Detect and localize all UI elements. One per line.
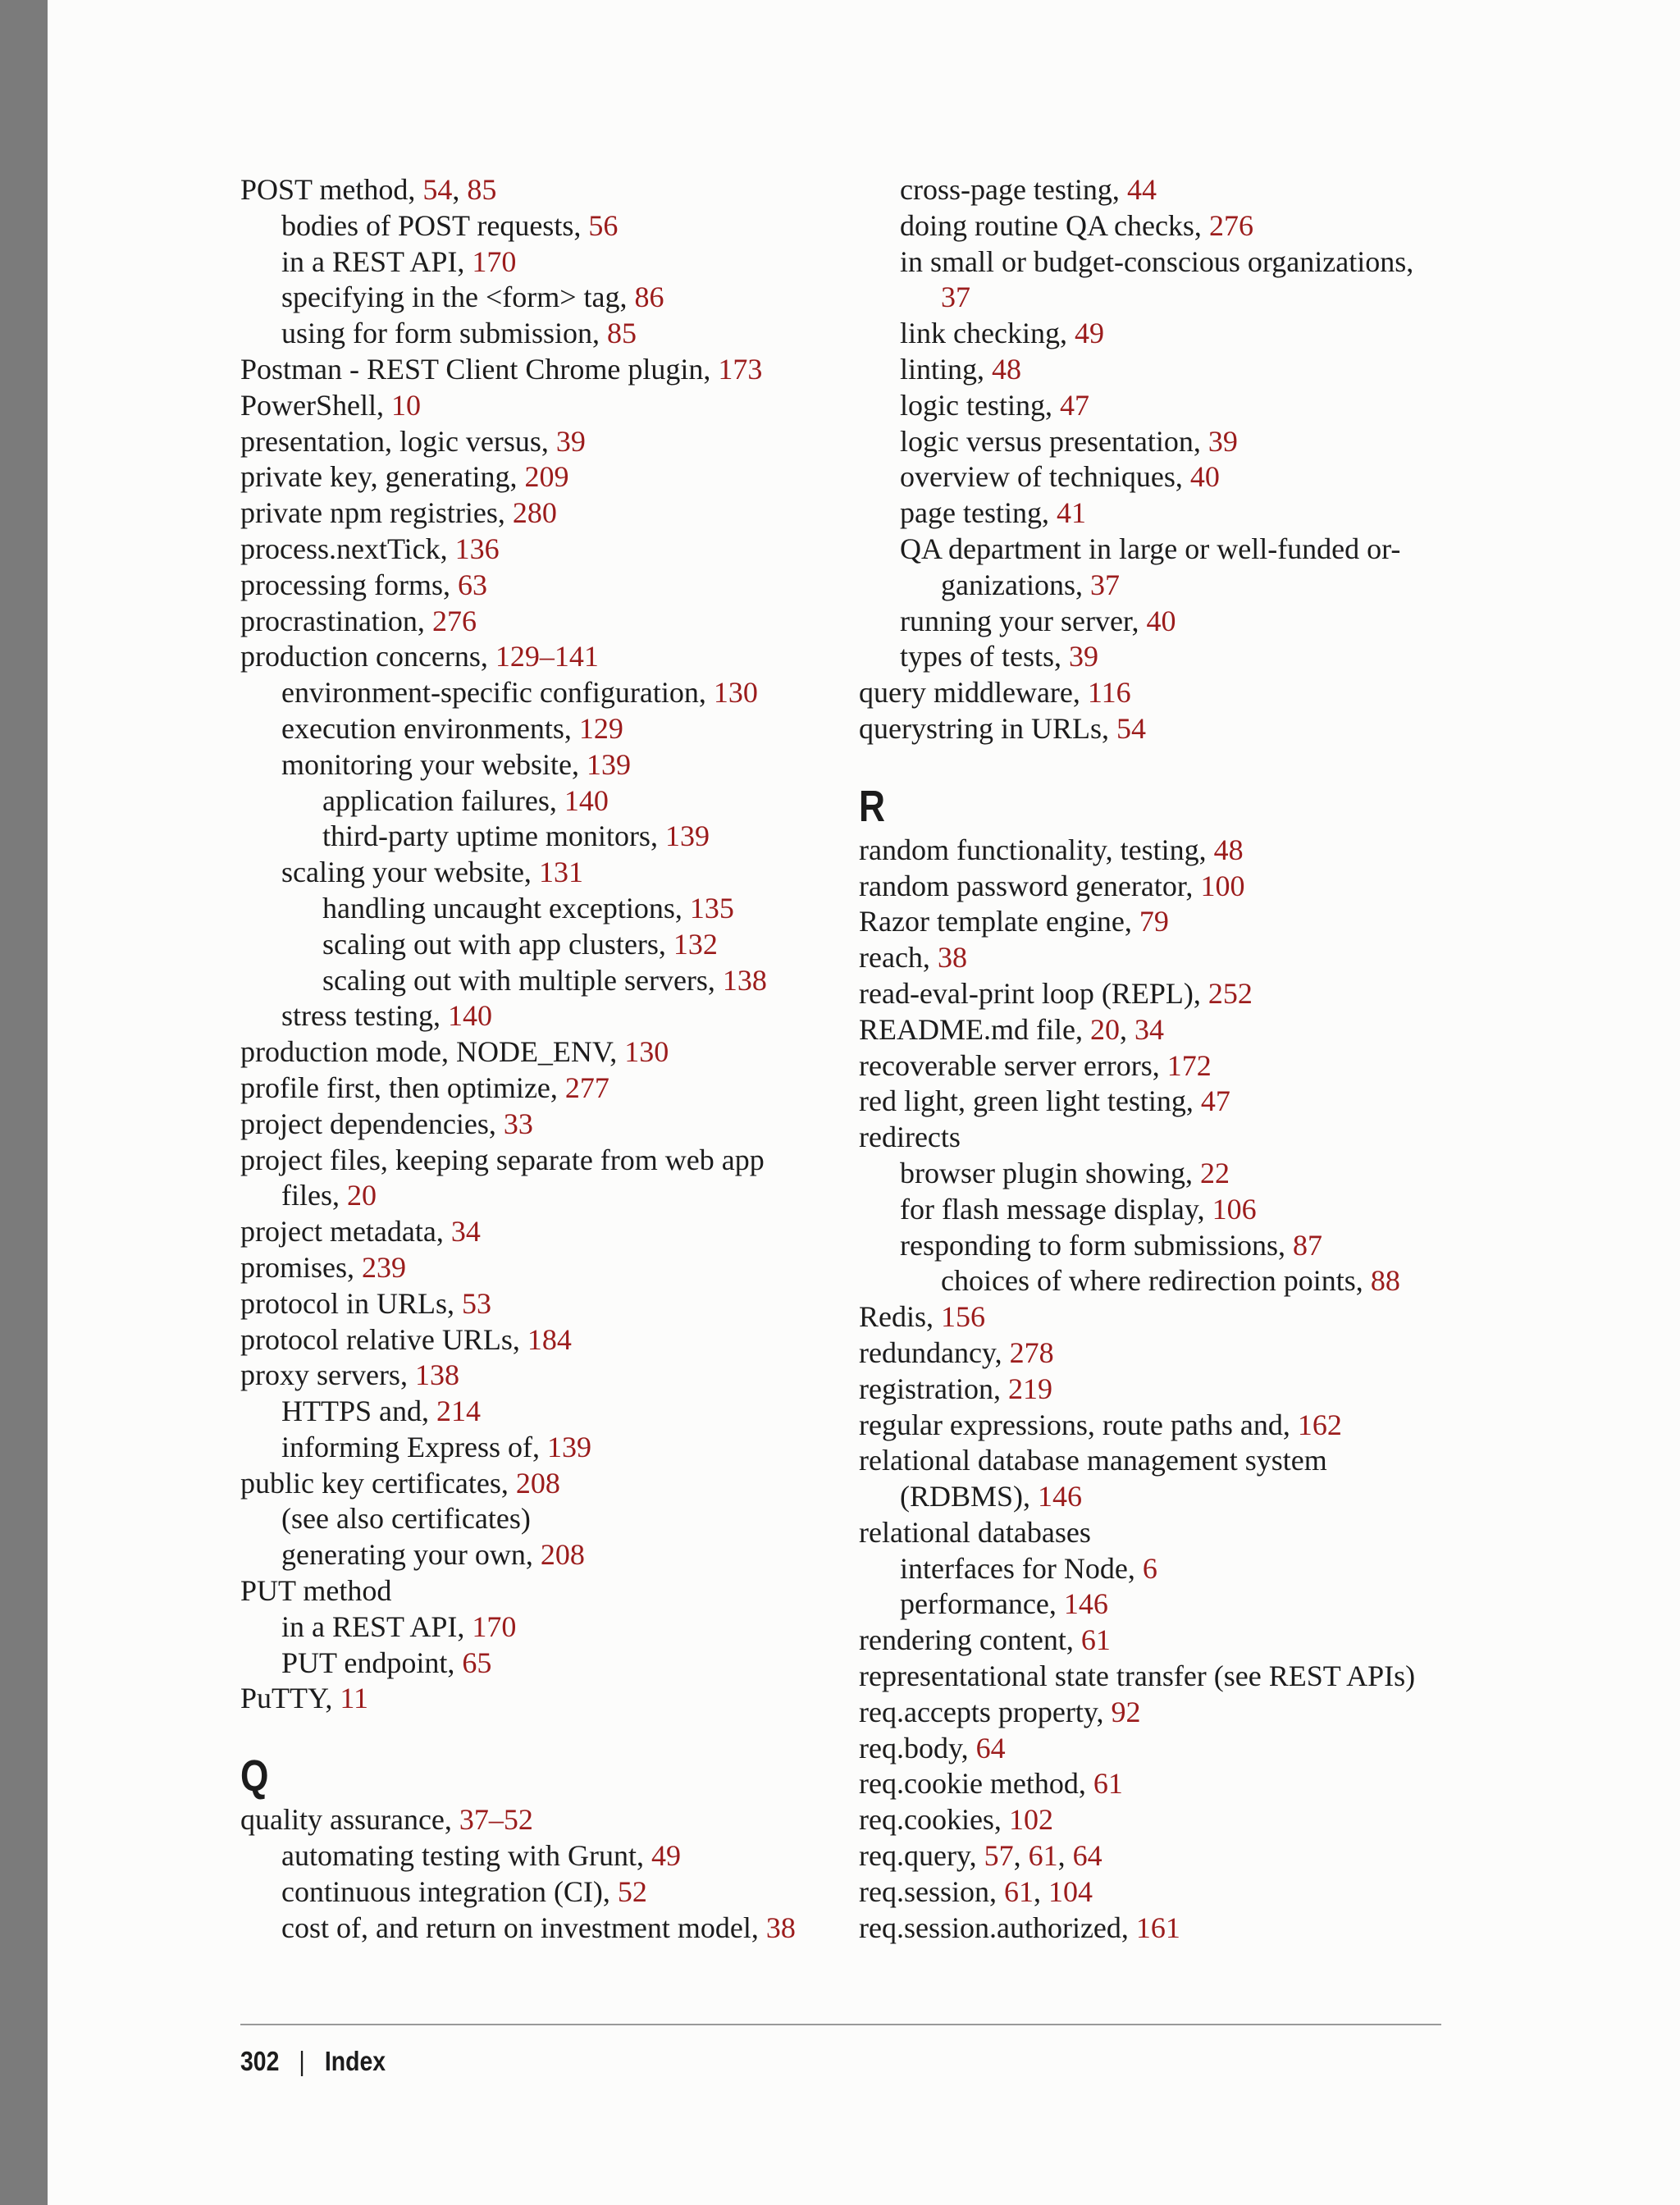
page-footer	[240, 2041, 386, 2082]
index-entry	[859, 940, 1449, 976]
index-entry	[240, 1286, 831, 1322]
index-term: specifying in the <form> tag,	[281, 281, 635, 314]
index-entry	[859, 352, 1449, 388]
index-term: bodies of POST requests,	[281, 208, 589, 242]
index-entry	[240, 1609, 831, 1646]
index-entry	[240, 1874, 831, 1911]
index-entry	[240, 1178, 831, 1214]
index-term: in a REST API,	[281, 244, 472, 278]
page-reference-link[interactable]: 33	[503, 1107, 533, 1140]
page-reference-link[interactable]: 47	[1200, 1084, 1230, 1118]
index-term: doing routine QA checks,	[900, 208, 1209, 242]
page-reference-link[interactable]: 173	[718, 352, 763, 386]
page-reference-link[interactable]: 209	[524, 460, 569, 494]
index-term: cost of, and return on investment model,	[281, 1911, 766, 1944]
index-entry	[240, 1250, 831, 1286]
index-term: application failures,	[322, 783, 564, 817]
index-term: query middleware,	[859, 676, 1088, 710]
index-entry	[240, 244, 831, 281]
letter-heading: Q	[240, 1751, 269, 1801]
index-term: interfaces for Node,	[900, 1551, 1143, 1585]
index-term: red light, green light testing,	[859, 1084, 1201, 1118]
page-reference-link[interactable]: 146	[1063, 1587, 1108, 1621]
index-term: (RDBMS),	[900, 1480, 1039, 1513]
index-term: files,	[281, 1179, 347, 1212]
index-entry	[859, 869, 1449, 905]
index-term: responding to form submissions,	[900, 1228, 1294, 1262]
index-term: performance,	[900, 1587, 1064, 1621]
index-term: random password generator,	[859, 869, 1201, 902]
index-entry	[240, 1802, 831, 1838]
index-entry	[859, 208, 1449, 244]
index-term: generating your own,	[281, 1538, 541, 1572]
index-entry	[859, 1659, 1449, 1695]
page-reference-link[interactable]: 48	[1213, 833, 1244, 866]
index-term: recoverable server errors,	[859, 1048, 1167, 1082]
page-reference-link[interactable]: 22	[1199, 1156, 1230, 1189]
page-reference-link[interactable]: 37	[1089, 568, 1120, 601]
index-entry	[859, 1084, 1449, 1120]
index-entry	[240, 1430, 831, 1466]
index-entry	[240, 495, 831, 532]
index-entry	[859, 532, 1449, 568]
index-entry	[859, 904, 1449, 940]
index-term: req.query,	[859, 1839, 984, 1873]
index-entry: req.session, 61, 104	[859, 1874, 1093, 1908]
index-entry	[240, 459, 831, 495]
page-reference-link[interactable]: 52	[617, 1874, 647, 1908]
index-term: profile first, then optimize,	[240, 1071, 565, 1104]
page-reference-link[interactable]: 65	[462, 1646, 492, 1679]
index-term: Postman - REST Client Chrome plugin,	[240, 352, 719, 386]
page-reference-link[interactable]: 280	[512, 496, 557, 530]
index-term: running your server,	[900, 604, 1147, 637]
page-reference-link[interactable]: 104	[1048, 1874, 1093, 1908]
page-reference-link[interactable]: 161	[1135, 1911, 1180, 1944]
index-term: req.session.authorized,	[859, 1911, 1136, 1944]
index-entry: POST method, 54, 85	[240, 173, 497, 206]
index-entry	[240, 1838, 831, 1874]
index-entry	[859, 604, 1449, 640]
page-reference-link[interactable]: 138	[414, 1358, 459, 1392]
index-entry	[859, 1911, 1449, 1947]
page-reference-link[interactable]: 100	[1200, 869, 1245, 902]
page-reference-link[interactable]: 41	[1056, 496, 1086, 530]
index-term: relational databases	[859, 1515, 1091, 1549]
index-entry	[240, 1322, 831, 1358]
page-reference-link[interactable]: 276	[1208, 208, 1253, 242]
page-reference-link[interactable]: 44	[1126, 173, 1157, 206]
page-reference-link[interactable]: 54	[1116, 711, 1146, 745]
page-reference-link[interactable]: 129	[578, 711, 623, 745]
index-term: browser plugin showing,	[900, 1156, 1200, 1189]
page-reference-link[interactable]: 239	[362, 1250, 406, 1284]
page-reference-link[interactable]: 56	[588, 208, 619, 242]
page-reference-link[interactable]: 130	[624, 1035, 669, 1069]
page-reference-link[interactable]: 64	[975, 1731, 1006, 1764]
index-term: PUT method	[240, 1574, 392, 1608]
page-reference-link[interactable]: 162	[1297, 1408, 1342, 1441]
index-term: private key, generating,	[240, 460, 525, 494]
page-reference-link[interactable]: 64	[1072, 1839, 1102, 1873]
page-reference-link[interactable]: 88	[1370, 1264, 1400, 1298]
index-term: in small or budget-conscious organizations,	[900, 244, 1414, 278]
page-reference-link[interactable]: 37	[941, 281, 970, 314]
index-term: PowerShell,	[240, 388, 391, 422]
index-term: stress testing,	[281, 999, 448, 1033]
page-reference-link[interactable]: 86	[634, 281, 664, 314]
index-term: Razor template engine,	[859, 905, 1139, 938]
index-term: logic testing,	[900, 388, 1060, 422]
page-reference-link[interactable]: 39	[1068, 640, 1098, 673]
index-entry	[859, 1335, 1449, 1372]
index-term: private npm registries,	[240, 496, 513, 530]
index-entry	[859, 459, 1449, 495]
index-term: scaling out with multiple servers,	[322, 963, 723, 997]
index-term: overview of techniques,	[900, 460, 1190, 494]
index-term: third-party uptime monitors,	[322, 819, 665, 853]
page-reference-link[interactable]: 139	[586, 747, 631, 781]
index-term: README.md file,	[859, 1012, 1090, 1046]
page-reference-link[interactable]: 49	[1074, 317, 1104, 350]
index-entry	[240, 1646, 831, 1682]
page-reference-link[interactable]: 102	[1008, 1803, 1053, 1837]
index-entry	[859, 1766, 1449, 1802]
page-reference-link[interactable]: 38	[937, 941, 967, 975]
index-entry	[859, 280, 1449, 316]
page-reference-link[interactable]: 138	[722, 963, 767, 997]
page-reference-link[interactable]: 252	[1208, 976, 1253, 1010]
page-reference-link[interactable]: 129–141	[495, 640, 599, 673]
page-reference-link[interactable]: 53	[461, 1286, 491, 1320]
index-entry	[240, 388, 831, 424]
index-entry	[240, 783, 831, 819]
index-entry	[240, 963, 831, 999]
index-term: protocol in URLs,	[240, 1286, 462, 1320]
index-term: promises,	[240, 1250, 362, 1284]
index-term: POST method,	[240, 173, 423, 206]
page-reference-link[interactable]: 170	[472, 1609, 517, 1643]
index-term: linting,	[900, 352, 993, 386]
index-entry	[859, 833, 1449, 869]
page-reference-link[interactable]: 184	[527, 1322, 572, 1356]
index-term: continuous integration (CI),	[281, 1874, 618, 1908]
index-entry	[240, 1107, 831, 1143]
index-term: page testing,	[900, 496, 1057, 530]
index-entry	[859, 495, 1449, 532]
index-entry: README.md file, 20, 34	[859, 1012, 1164, 1046]
page-reference-link[interactable]: 20	[346, 1179, 377, 1212]
page-reference-link[interactable]: 40	[1189, 460, 1220, 494]
page-reference-link[interactable]: 140	[564, 783, 609, 817]
index-entry	[859, 1515, 1449, 1551]
index-term: cross-page testing,	[900, 173, 1127, 206]
index-term: querystring in URLs,	[859, 711, 1116, 745]
page-reference-link[interactable]: 10	[391, 388, 421, 422]
index-entry	[859, 1299, 1449, 1335]
page-reference-link[interactable]: 277	[564, 1071, 609, 1104]
index-term: in a REST API,	[281, 1609, 472, 1643]
index-entry	[859, 1551, 1449, 1587]
binding-strip	[0, 0, 48, 2205]
index-entry	[240, 424, 831, 460]
page-reference-link[interactable]: 131	[538, 856, 583, 889]
page-reference-link[interactable]: 92	[1111, 1695, 1141, 1728]
index-entry	[859, 388, 1449, 424]
index-entry	[240, 675, 831, 711]
index-term: (see also certificates)	[281, 1502, 531, 1536]
index-entry	[859, 1623, 1449, 1659]
page-reference-link[interactable]: 85	[467, 173, 497, 206]
page-reference-link[interactable]: 136	[454, 532, 500, 565]
index-entry	[859, 976, 1449, 1012]
index-term: representational state transfer (see REST APIs)	[859, 1659, 1416, 1693]
page-reference-link[interactable]: 214	[436, 1395, 481, 1428]
page-reference-link[interactable]: 39	[1208, 424, 1238, 458]
index-term: req.accepts property,	[859, 1695, 1112, 1728]
index-entry	[859, 316, 1449, 352]
index-term: redundancy,	[859, 1335, 1010, 1369]
page-reference-link[interactable]: 6	[1142, 1551, 1157, 1585]
index-entry	[240, 927, 831, 963]
index-entry	[240, 352, 831, 388]
index-term: req.body,	[859, 1731, 976, 1764]
index-term: regular expressions, route paths and,	[859, 1408, 1298, 1441]
index-entry	[859, 1479, 1449, 1515]
index-entry	[240, 280, 831, 316]
page-reference-link[interactable]: 61	[1080, 1623, 1111, 1657]
page-reference-link[interactable]: 156	[941, 1300, 986, 1334]
page-reference-link[interactable]: 106	[1212, 1192, 1257, 1226]
index-term: monitoring your website,	[281, 747, 587, 781]
index-entry	[859, 244, 1449, 281]
page-reference-link[interactable]: 219	[1007, 1372, 1052, 1405]
index-entry	[240, 316, 831, 352]
index-term: project files, keeping separate from web app	[240, 1143, 765, 1176]
index-entry	[240, 1911, 831, 1947]
index-term: PUT endpoint,	[281, 1646, 463, 1679]
page-reference-link[interactable]: 87	[1293, 1228, 1323, 1262]
index-entry	[240, 1466, 831, 1502]
index-term: req.cookie method,	[859, 1767, 1093, 1801]
index-entry	[859, 1695, 1449, 1731]
page-reference-link[interactable]: 61	[1028, 1839, 1058, 1873]
page-reference-link[interactable]: 61	[1093, 1767, 1123, 1801]
index-entry	[240, 1143, 831, 1179]
page-reference-link[interactable]: 170	[472, 244, 517, 278]
index-entry	[240, 1681, 831, 1717]
page-reference-link[interactable]: 49	[651, 1839, 681, 1873]
index-entry	[240, 998, 831, 1034]
page-reference-link[interactable]: 34	[450, 1215, 481, 1249]
page-reference-link[interactable]: 116	[1087, 676, 1131, 710]
index-entry	[240, 855, 831, 891]
index-entry: req.query, 57, 61, 64	[859, 1839, 1102, 1873]
page-reference-link[interactable]: 37–52	[459, 1803, 533, 1837]
index-entry	[859, 1048, 1449, 1084]
index-entry	[240, 1394, 831, 1430]
index-term: process.nextTick,	[240, 532, 455, 565]
index-term: choices of where redirection points,	[941, 1264, 1371, 1298]
index-term: quality assurance,	[240, 1803, 459, 1837]
page-number: 302	[240, 2046, 280, 2076]
page-reference-link[interactable]: 34	[1134, 1012, 1164, 1046]
index-entry	[859, 1156, 1449, 1192]
index-term: link checking,	[900, 317, 1075, 350]
index-entry	[859, 424, 1449, 460]
index-entry	[859, 711, 1449, 747]
index-term: scaling your website,	[281, 856, 539, 889]
page-reference-link[interactable]: 85	[607, 317, 637, 350]
index-entry	[859, 1192, 1449, 1228]
index-entry	[240, 1573, 831, 1609]
index-term: types of tests,	[900, 640, 1069, 673]
index-term: for flash message display,	[900, 1192, 1212, 1226]
footer-rule	[240, 2024, 1441, 2025]
index-entry	[240, 1071, 831, 1107]
index-entry	[240, 711, 831, 747]
page-reference-link[interactable]: 48	[992, 352, 1022, 386]
page-reference-link[interactable]: 139	[664, 819, 710, 853]
index-entry	[859, 1228, 1449, 1264]
index-term: req.cookies,	[859, 1803, 1009, 1837]
index-entry	[859, 1802, 1449, 1838]
page-reference-link[interactable]: 172	[1166, 1048, 1212, 1082]
page-reference-link[interactable]: 47	[1059, 388, 1089, 422]
page-reference-link[interactable]: 135	[689, 891, 734, 924]
index-term: scaling out with app clusters,	[322, 927, 673, 961]
index-column-left	[240, 172, 831, 1946]
index-entry	[240, 568, 831, 604]
page-reference-link[interactable]: 139	[546, 1430, 591, 1463]
index-entry	[240, 208, 831, 244]
index-term: QA department in large or well-funded or-	[900, 532, 1401, 565]
page-reference-link[interactable]: 40	[1146, 604, 1176, 637]
index-entry	[240, 819, 831, 855]
index-term: req.session,	[859, 1874, 1004, 1908]
index-entry	[240, 1034, 831, 1071]
index-term: production concerns,	[240, 640, 495, 673]
index-term: informing Express of,	[281, 1430, 547, 1463]
index-entry	[240, 1358, 831, 1394]
index-term: HTTPS and,	[281, 1395, 436, 1428]
index-entry	[859, 675, 1449, 711]
index-term: environment-specific configuration,	[281, 676, 714, 710]
index-term: execution environments,	[281, 711, 579, 745]
index-term: rendering content,	[859, 1623, 1081, 1657]
index-entry	[859, 1731, 1449, 1767]
index-entry	[240, 1537, 831, 1573]
index-column-right	[859, 172, 1449, 1946]
index-term: automating testing with Grunt,	[281, 1839, 651, 1873]
page-reference-link[interactable]: 208	[515, 1466, 560, 1500]
index-term: redirects	[859, 1121, 961, 1154]
index-term: presentation, logic versus,	[240, 424, 556, 458]
page-reference-link[interactable]: 11	[340, 1682, 369, 1715]
index-term: relational database management system	[859, 1444, 1327, 1477]
page-reference-link[interactable]: 146	[1038, 1480, 1083, 1513]
index-term: reach,	[859, 941, 938, 975]
index-entry	[240, 891, 831, 927]
index-term: random functionality, testing,	[859, 833, 1214, 866]
index-term: processing forms,	[240, 568, 458, 601]
page-reference-link[interactable]: 63	[457, 568, 487, 601]
page-reference-link[interactable]: 140	[448, 999, 492, 1033]
page-reference-link[interactable]: 20	[1089, 1012, 1120, 1046]
index-entry	[240, 532, 831, 568]
index-term: registration,	[859, 1372, 1008, 1405]
page-reference-link[interactable]: 130	[713, 676, 758, 710]
index-entry	[240, 604, 831, 640]
index-term: using for form submission,	[281, 317, 608, 350]
index-term: Redis,	[859, 1300, 942, 1334]
index-term: production mode, NODE_ENV,	[240, 1035, 625, 1069]
index-entry	[859, 1586, 1449, 1623]
index-entry	[859, 1443, 1449, 1479]
page-reference-link[interactable]: 208	[540, 1538, 585, 1572]
index-term: project dependencies,	[240, 1107, 504, 1140]
index-term: handling uncaught exceptions,	[322, 891, 690, 924]
index-entry	[859, 1263, 1449, 1299]
index-term: public key certificates,	[240, 1466, 516, 1500]
index-entry	[859, 1372, 1449, 1408]
index-term: procrastination,	[240, 604, 432, 637]
index-entry	[859, 172, 1449, 208]
index-entry	[240, 747, 831, 783]
footer-separator: |	[299, 2046, 305, 2076]
index-entry	[859, 568, 1449, 604]
page-reference-link[interactable]: 276	[431, 604, 477, 637]
index-entry	[240, 1214, 831, 1250]
index-entry	[859, 1120, 1449, 1156]
letter-heading: R	[859, 781, 885, 831]
index-term: PuTTY,	[240, 1682, 340, 1715]
index-term: protocol relative URLs,	[240, 1322, 527, 1356]
page-reference-link[interactable]: 39	[555, 424, 586, 458]
index-entry	[240, 639, 831, 675]
index-entry	[859, 639, 1449, 675]
page-reference-link[interactable]: 38	[765, 1911, 796, 1944]
index-term: proxy servers,	[240, 1358, 415, 1392]
page-reference-link[interactable]: 79	[1139, 905, 1169, 938]
section-name: Index	[324, 2046, 386, 2076]
page-reference-link[interactable]: 61	[1003, 1874, 1034, 1908]
page-reference-link[interactable]: 278	[1009, 1335, 1054, 1369]
page-reference-link[interactable]: 132	[673, 927, 718, 961]
index-term: read-eval-print loop (REPL),	[859, 976, 1208, 1010]
index-term: ganizations,	[941, 568, 1090, 601]
index-entry	[240, 1501, 831, 1537]
page-reference-link[interactable]: 57	[984, 1839, 1014, 1873]
index-term: project metadata,	[240, 1215, 451, 1249]
index-entry	[859, 1408, 1449, 1444]
page-reference-link[interactable]: 54	[422, 173, 453, 206]
index-term: logic versus presentation,	[900, 424, 1208, 458]
